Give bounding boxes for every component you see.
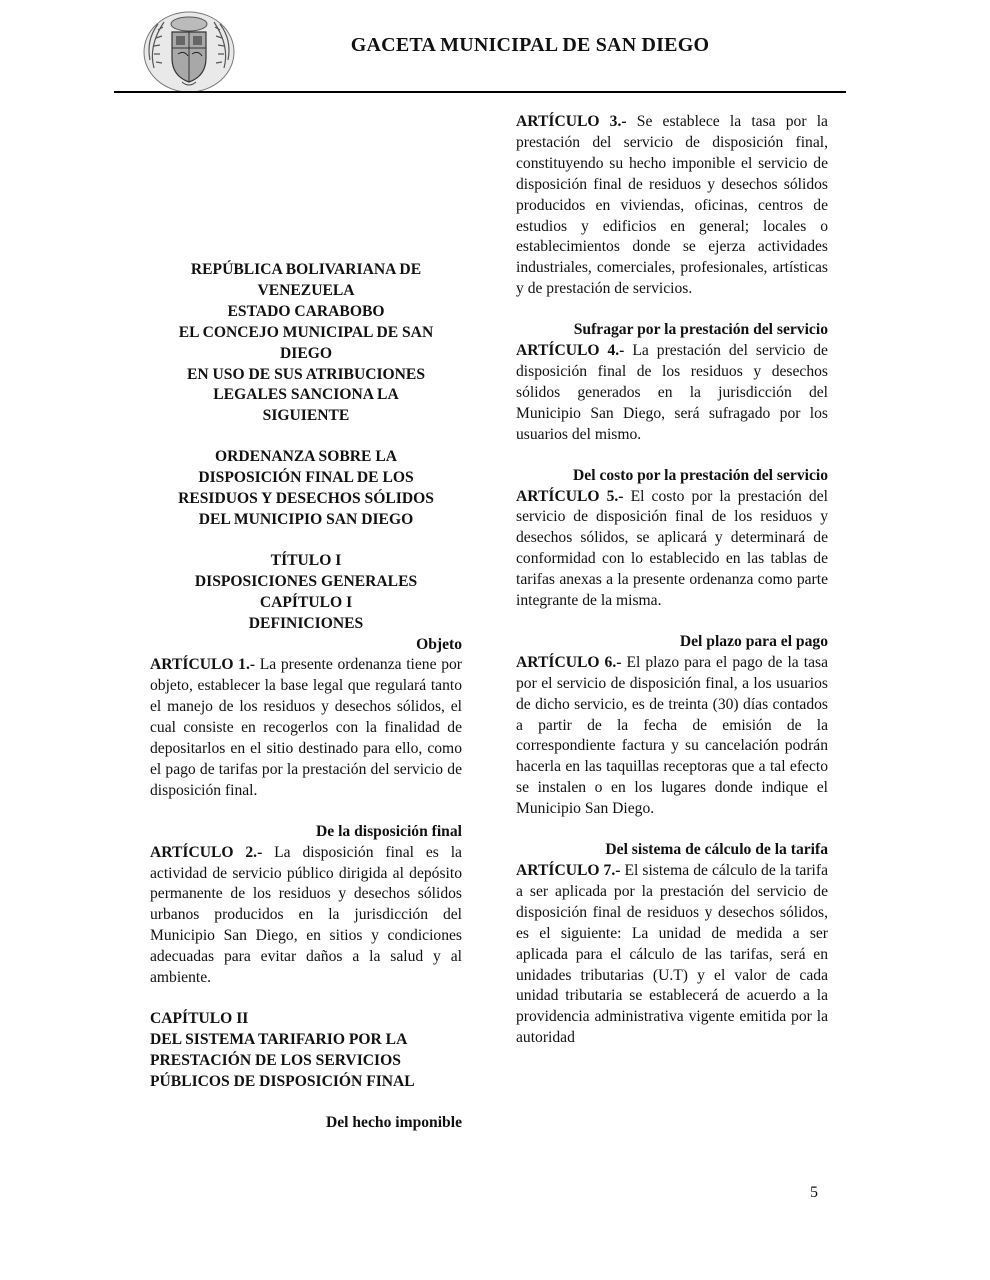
article-6 <box>516 653 828 820</box>
article-5-label: ARTÍCULO 5.- <box>516 487 624 505</box>
ordinance-title-line: DISPOSICIÓN FINAL DE LOS <box>198 469 414 487</box>
article-3-text: Se establece la tasa por la prestación del servicio de disposición final, constituyendo su hecho imponible el servicio de disposición final de residuos y desechos sólidos producidos en viviendas, oficinas, centros de estudios y edificios en general; locales o establecimientos donde se ejerza actividades industriales, comerciales, profesionales, artísticas y de prestación de servicios. <box>516 113 828 298</box>
article-1-heading: Objeto <box>416 635 462 653</box>
preamble-line: ESTADO CARABOBO <box>227 302 385 320</box>
article-7-text: El sistema de cálculo de la tarifa a ser aplicada por la prestación del servicio de disposición final de residuos y desechos sólidos, es el siguiente: La unidad de medida a ser aplicada para el cálculo de las tarifas, será en unidades tributarias (U.T) y el valor de cada unidad tributaria se establecerá de acuerdo a la providencia administrativa vigente emitida por la autoridad <box>516 862 828 1047</box>
article-1-label: ARTÍCULO 1.- <box>150 656 256 674</box>
article-3 <box>516 112 828 300</box>
preamble-line: REPÚBLICA BOLIVARIANA DE <box>190 261 422 278</box>
preamble-heading <box>150 260 462 427</box>
article-4 <box>516 341 828 446</box>
municipal-seal-icon <box>142 10 236 94</box>
ordinance-title-line: DEL MUNICIPIO SAN DIEGO <box>198 510 414 528</box>
ordinance-title-line: ORDENANZA SOBRE LA <box>215 448 397 466</box>
article-6-text: El plazo para el pago de la tasa por el servicio de disposición final, a los usuarios de dicho servicio, es de treinta (30) días contados a partir de la fecha de emisión de la correspondiente factura y su cancelación podrán hacerla en las taquillas receptoras que a tal efecto se instalen o en los lugares donde indique el Municipio San Diego. <box>516 653 828 818</box>
title-line: CAPÍTULO I <box>259 593 353 611</box>
title-heading <box>150 551 462 635</box>
left-column <box>150 260 462 1134</box>
article-3-label: ARTÍCULO 3.- <box>516 113 627 130</box>
gazette-title: GACETA MUNICIPAL DE SAN DIEGO <box>350 34 710 56</box>
article-4-label: ARTÍCULO 4.- <box>516 342 625 360</box>
preamble-line: EN USO DE SUS ATRIBUCIONES <box>186 365 426 383</box>
article-1-text: La presente ordenanza tiene por objeto, establecer la base legal que regulará tanto el manejo de los residuos y desechos sólidos, el cual consiste en recogerlos con la finalidad de depositarlos en el sitio destinado para ello, como el pago de tarifas por la prestación del servicio de disposición final. <box>150 656 462 799</box>
preamble-line: SIGUIENTE <box>262 407 350 425</box>
title-line: DISPOSICIONES GENERALES <box>194 572 418 590</box>
chapter-2-line: DEL SISTEMA TARIFARIO POR LA <box>150 1030 408 1048</box>
article-4-heading: Sufragar por la prestación del servicio <box>573 321 828 339</box>
title-line: TÍTULO I <box>270 551 342 569</box>
chapter-2-line: PÚBLICOS DE DISPOSICIÓN FINAL <box>150 1072 415 1090</box>
article-7-heading: Del sistema de cálculo de la tarifa <box>605 841 828 859</box>
page-header <box>0 0 990 100</box>
preamble-line: DIEGO <box>280 344 332 362</box>
article-6-label: ARTÍCULO 6.- <box>516 653 622 671</box>
article-6-heading: Del plazo para el pago <box>679 632 828 650</box>
article-5-heading: Del costo por la prestación del servicio <box>573 466 828 484</box>
preamble-line: LEGALES SANCIONA LA <box>213 386 399 404</box>
preamble-line: EL CONCEJO MUNICIPAL DE SAN <box>178 323 434 341</box>
article-2-label: ARTÍCULO 2.- <box>150 843 263 861</box>
right-column <box>516 112 828 1049</box>
chapter-2-heading <box>150 1009 462 1093</box>
article-7-label: ARTÍCULO 7.- <box>516 862 621 879</box>
article-3-heading: Del hecho imponible <box>325 1113 462 1131</box>
article-2-text: La disposición final es la actividad de servicio público dirigida al depósito permanente de los residuos y desechos sólidos urbanos producidos en la jurisdicción del Municipio San Diego, en sitios y condiciones adecuadas para evitar daños a la salud y al ambiente. <box>150 843 462 987</box>
chapter-2-line: CAPÍTULO II <box>150 1010 249 1027</box>
article-1 <box>150 655 462 801</box>
article-2 <box>150 843 462 989</box>
article-4-text: La prestación del servicio de disposición final de los residuos y desechos sólidos generados en la jurisdicción del Municipio San Diego, será sufragado por los usuarios del mismo. <box>516 342 828 443</box>
title-line: DEFINICIONES <box>248 614 364 632</box>
article-5 <box>516 487 828 612</box>
article-7 <box>516 861 828 1049</box>
chapter-2-line: PRESTACIÓN DE LOS SERVICIOS <box>150 1051 401 1069</box>
article-2-heading: De la disposición final <box>315 822 462 840</box>
article-5-text: El costo por la prestación del servicio de disposición final de los residuos y desechos sólidos, se aplicará y determinará de conformidad con lo establecido en las tablas de tarifas anexas a la presente ordenanza como parte integrante de la misma. <box>516 487 828 610</box>
preamble-line: VENEZUELA <box>257 281 355 299</box>
header-divider <box>114 91 846 93</box>
ordinance-title-line: RESIDUOS Y DESECHOS SÓLIDOS <box>178 490 434 508</box>
page-number: 5 <box>810 1184 818 1201</box>
ordinance-title <box>150 447 462 531</box>
